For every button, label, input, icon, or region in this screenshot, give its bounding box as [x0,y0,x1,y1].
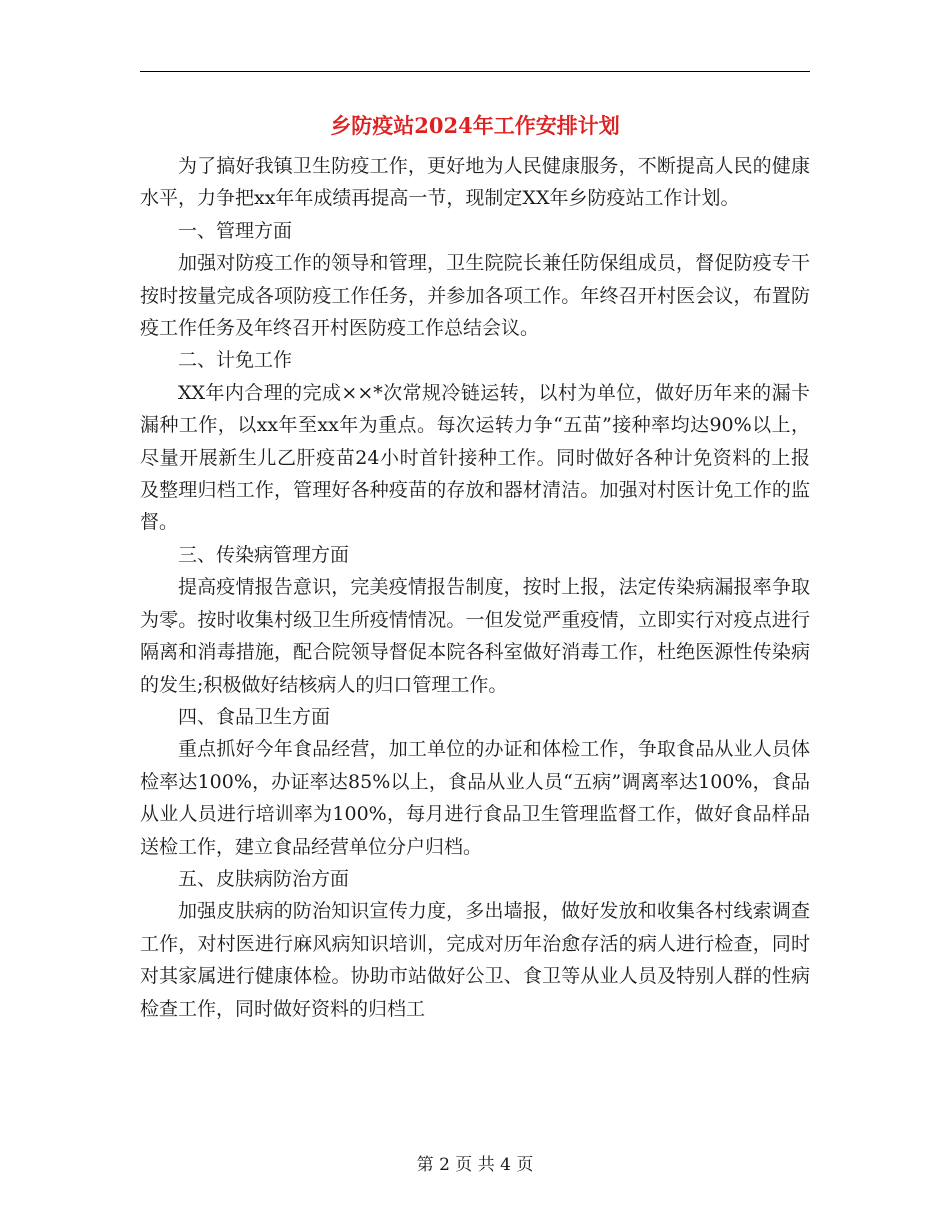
intro-paragraph: 为了搞好我镇卫生防疫工作，更好地为人民健康服务，不断提高人民的健康水平，力争把xx年年成绩再提高一节，现制定XX年乡防疫站工作计划。 [140,155,810,210]
page-number-footer: 第 2 页 共 4 页 [416,1155,534,1175]
section-heading-skin-disease: 五、皮肤病防治方面 [178,867,350,890]
document-body [140,150,810,1025]
section-body-immunization: XX年内合理的完成××*次常规冷链运转，以村为单位，做好历年来的漏卡漏种工作，以xx年至xx年为重点。每次运转力争“五苗”接种率均达90%以上，尽量开展新生儿乙肝疫苗24小时首针接种工作。同时做好各种计免资料的上报及整理归档工作，管理好各种疫苗的存放和器材清洁。加强对村医计免工作的监督。 [140,381,810,534]
header-rule [140,71,810,72]
section-body-skin-disease: 加强皮肤病的防治知识宣传力度，多出墙报，做好发放和收集各村线索调查工作，对村医进行麻风病知识培训，完成对历年治愈存活的病人进行检查，同时对其家属进行健康体检。协助市站做好公卫、食卫等从业人员及特别人群的性病检查工作，同时做好资料的归档工 [140,900,810,1020]
section-body-infectious-disease: 提高疫情报告意识，完美疫情报告制度，按时上报，法定传染病漏报率争取为零。按时收集村级卫生所疫情情况。一但发觉严重疫情，立即实行对疫点进行隔离和消毒措施，配合院领导督促本院各科室做好消毒工作，杜绝医源性传染病的发生;积极做好结核病人的归口管理工作。 [140,576,810,696]
document-title: 乡防疫站2024年工作安排计划 [330,113,620,138]
section-heading-management: 一、管理方面 [178,219,293,242]
section-body-food-hygiene: 重点抓好今年食品经营，加工单位的办证和体检工作，争取食品从业人员体检率达100%，办证率达85%以上，食品从业人员“五病”调离率达100%，食品从业人员进行培训率为100%，每月进行食品卫生管理监督工作，做好食品样品送检工作，建立食品经营单位分户归档。 [140,738,810,858]
section-body-management: 加强对防疫工作的领导和管理，卫生院院长兼任防保组成员，督促防疫专干按时按量完成各项防疫工作任务，并参加各项工作。年终召开村医会议，布置防疫工作任务及年终召开村医防疫工作总结会议。 [140,252,810,340]
section-heading-immunization: 二、计免工作 [178,349,293,372]
section-heading-food-hygiene: 四、食品卫生方面 [178,705,331,728]
section-heading-infectious-disease: 三、传染病管理方面 [178,543,350,566]
